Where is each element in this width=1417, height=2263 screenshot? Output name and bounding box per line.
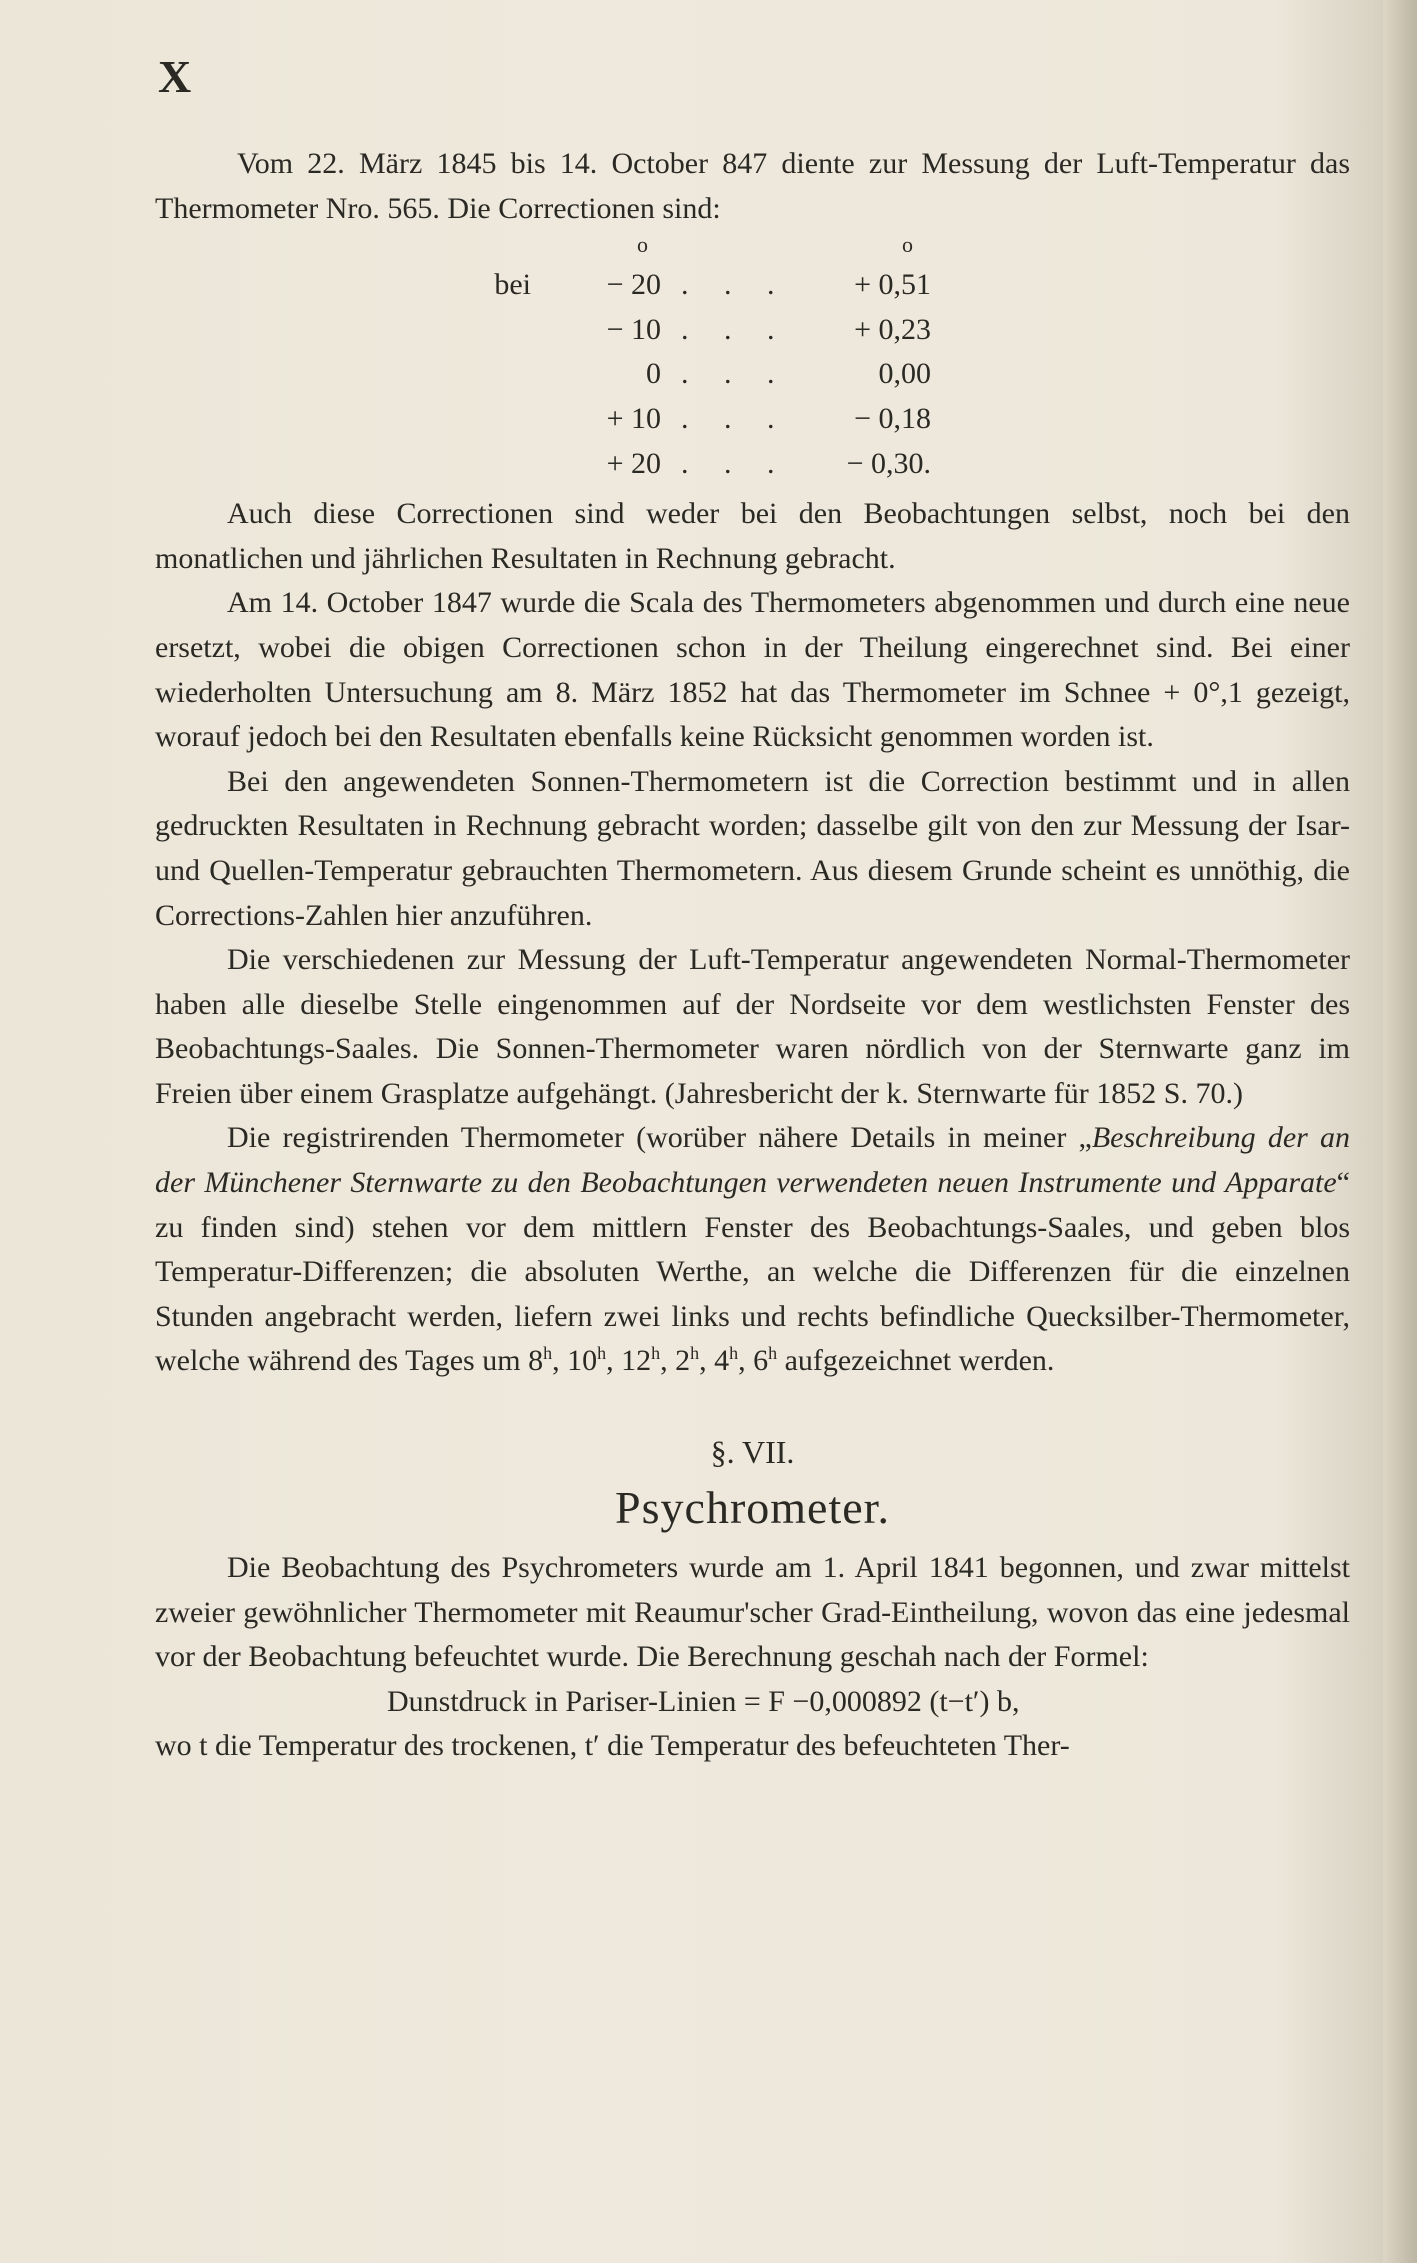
row-correction: − 0,18: [854, 401, 931, 435]
hour-12: 12$^h$: [621, 1343, 661, 1378]
degree-mark-temp: o: [637, 232, 648, 258]
degree-marks-row: [155, 233, 1350, 263]
row-temperature: 0: [646, 357, 661, 391]
row-prefix: [155, 442, 541, 487]
row-leader-dots: . . .: [681, 446, 789, 480]
row-temperature: − 20: [606, 268, 661, 302]
table-row: [155, 263, 1350, 308]
text-segment: “ zu finden sind) stehen vor dem mittlern Fenster des Beobachtungs-Saales, und geben blos Temperatur-Differenzen; die absoluten Werthe, an welche die Differenzen für die einzelnen Stunden angebracht werden, liefern zwei links und rechts befindliche Quecksilber-Thermometer, welche während des Tages um: [155, 1166, 1350, 1378]
hour-4: 4$^h$: [714, 1343, 739, 1378]
page-number: X: [158, 51, 193, 102]
paragraph-thermometer-intro: Vom 22. März 1845 bis 14. October 847 diente zur Messung der Luft-Temperatur das Thermometer Nro. 565. Die Correctionen sind:: [155, 147, 1350, 225]
row-leader-dots: . . .: [681, 401, 789, 435]
row-prefix: [155, 308, 541, 353]
text-segment: Die registrirenden Thermometer (worüber nähere Details in meiner „: [227, 1121, 1092, 1155]
section-title: Psychrometer.: [615, 1482, 890, 1534]
hour-10: 10$^h$: [567, 1343, 607, 1378]
row-correction: + 0,51: [854, 268, 931, 302]
paragraph-thermometer-location: Die verschiedenen zur Messung der Luft-Temperatur angewendeten Normal-Thermometer haben alle dieselbe Stelle eingenommen auf der Nordseite vor dem westlichsten Fenster des Beobachtungs-Saales. Die Sonnen-Thermometer waren nördlich von der Sternwarte ganz im Freien über einem Grasplatze aufgehängt. (Jahresbericht der k. Sternwarte für 1852 S. 70.): [155, 943, 1350, 1110]
hour-6: 6$^h$: [753, 1343, 778, 1378]
table-row: [155, 308, 1350, 353]
row-temperature: + 20: [606, 446, 661, 480]
body-text: [155, 142, 1350, 1769]
hour-2: 2$^h$: [675, 1343, 700, 1378]
corrections-table: [155, 233, 1350, 486]
text-segment: aufgezeichnet werden.: [784, 1344, 1055, 1378]
section-number: §. VII.: [710, 1434, 795, 1471]
row-temperature: + 10: [606, 401, 661, 435]
page-spine-shadow: [1383, 0, 1417, 2263]
paragraph-scale-replaced: Am 14. October 1847 wurde die Scala des Thermometers abgenommen und durch eine neue ersetzt, wobei die obigen Correctionen schon in der Theilung eingerechnet sind. Bei einer wiederholten Untersuchung am 8. März 1852 hat das Thermometer im Schnee + 0°,1 gezeigt, worauf jedoch bei den Resultaten ebenfalls keine Rücksicht genommen worden ist.: [155, 586, 1350, 754]
row-correction: + 0,23: [854, 312, 931, 346]
row-prefix: [155, 397, 541, 442]
paragraph-registering-thermometers: Die registrirenden Thermometer (worüber nähere Details in meiner „Beschreibung der an der Münchener Sternwarte zu den Beobachtungen verwendeten neuen Instrumente und Apparate“ zu finden sind) stehen vor dem mittlern Fenster des Beobachtungs-Saales, und geben blos Temperatur-Differenzen; die absoluten Werthe, an welche die Differenzen für die einzelnen Stunden angebracht werden, liefern zwei links und rechts befindliche Quecksilber-Thermometer, welche während des Tages um 8$^h$, 10$^h$, 12$^h$, 2$^h$, 4$^h$, 6$^h$ aufgezeichnet werden.: [155, 1121, 1350, 1378]
row-prefix: bei: [494, 268, 531, 302]
row-temperature: − 10: [606, 312, 661, 346]
row-leader-dots: . . .: [681, 357, 789, 391]
row-leader-dots: . . .: [681, 268, 789, 302]
table-row: [155, 397, 1350, 442]
row-leader-dots: . . .: [681, 312, 789, 346]
row-correction: 0,00: [878, 357, 931, 391]
row-prefix: [155, 352, 541, 397]
degree-mark-value: o: [902, 232, 913, 258]
row-correction: − 0,30.: [846, 446, 931, 480]
paragraph-formula-explanation: wo t die Temperatur des trockenen, t′ die Temperatur des befeuchteten Ther-: [155, 1729, 1070, 1763]
table-row: [155, 352, 1350, 397]
publication-title: Beschreibung der an der Münchener Sternwarte zu den Beobachtungen verwendeten neuen Instrumente und Apparate: [155, 1121, 1350, 1200]
paragraph-corrections-note: Auch diese Correctionen sind weder bei den Beobachtungen selbst, noch bei den monatlichen und jährlichen Resultaten in Rechnung gebracht.: [155, 497, 1350, 575]
paragraph-psychrometer-start: Die Beobachtung des Psychrometers wurde am 1. April 1841 begonnen, und zwar mittelst zweier gewöhnlicher Thermometer mit Reaumur'scher Grad-Eintheilung, wovon das eine jedesmal vor der Beobachtung befeuchtet wurde. Die Berechnung geschah nach der Formel:: [155, 1551, 1350, 1674]
formula-vapour-pressure: Dunstdruck in Pariser-Linien = F −0,000892 (t−t′) b,: [387, 1684, 1020, 1718]
table-row: [155, 442, 1350, 487]
paragraph-sun-thermometers: Bei den angewendeten Sonnen-Thermometern ist die Correction bestimmt und in allen gedruckten Resultaten in Rechnung gebracht worden; dasselbe gilt von den zur Messung der Isar- und Quellen-Temperatur gebrauchten Thermometern. Aus diesem Grunde scheint es unnöthig, die Corrections-Zahlen hier anzuführen.: [155, 764, 1350, 932]
hour-8: 8$^h$: [528, 1343, 553, 1378]
